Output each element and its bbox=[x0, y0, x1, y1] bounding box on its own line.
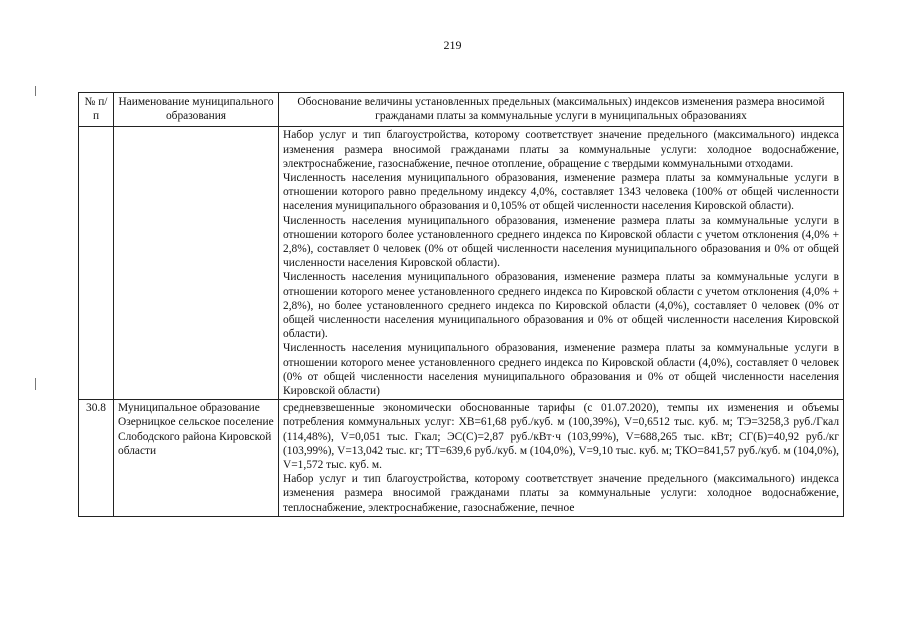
desc-paragraph: Численность населения муниципального образования, изменение размера платы за коммунальные услуги в отношении которого более установленного среднего индекса по Кировской области с учетом отклонения (4,0% + 2,8%), составляет 0 человек (0% от общей численности населения муниципального образования и 0% от общей численности населения Кировской области). bbox=[283, 214, 839, 270]
row-name bbox=[114, 127, 279, 400]
header-num: № п/п bbox=[79, 93, 114, 127]
desc-paragraph: Численность населения муниципального образования, изменение размера платы за коммунальные услуги в отношении которого менее установленного среднего индекса по Кировской области с учетом отклонения (4,0% + 2,8%), но более установленного среднего индекса по Кировской области (4,0%), составляет 0 человек (0% от общей численности населения муниципального образования и 0% от общей численности населения Кировской области). bbox=[283, 271, 839, 341]
row-desc bbox=[279, 127, 844, 400]
desc-paragraph: Численность населения муниципального образования, изменение размера платы за коммунальные услуги в отношении которого менее установленного среднего индекса по Кировской области (4,0%), составляет 0 человек (0% от общей численности населения муниципального образования и 0% от общей численности населения Кировской области) bbox=[283, 342, 839, 398]
margin-mark-top bbox=[35, 86, 36, 96]
table-row bbox=[79, 400, 844, 517]
desc-paragraph: средневзвешенные экономически обоснованные тарифы (с 01.07.2020), темпы их изменения и объемы потребления коммунальных услуг: ХВ=61,68 руб./куб. м (100,39%), V=0,6512 тыс. куб. м; ТЭ=3258,3 руб./Гкал (114,48%), V=0,051 тыс. Гкал; ЭС(С)=2,87 руб./кВт·ч (103,99%), V=688,265 тыс. кВт; СГ(Б)=40,92 руб./кг (103,99%), V=13,042 тыс. кг; ТТ=639,6 руб./куб. м (104,0%), V=9,10 тыс. куб. м; ТКО=841,57 руб./куб. м (104,0%), V=1,572 тыс. куб. м. bbox=[283, 402, 839, 472]
margin-mark-bottom bbox=[35, 378, 36, 390]
indices-table bbox=[78, 92, 844, 517]
header-name: Наименование муниципального образования bbox=[114, 93, 279, 127]
table-header-row bbox=[79, 93, 844, 127]
desc-paragraph: Набор услуг и тип благоустройства, которому соответствует значение предельного (максимального) индекса изменения размера вносимой гражданами платы за коммунальные услуги: холодное водоснабжение, электроснабжение, газоснабжение, печное отопление, обращение с твердыми коммунальными отходами. bbox=[283, 129, 839, 170]
page-number: 219 bbox=[443, 38, 462, 52]
row-num: 30.8 bbox=[79, 400, 114, 517]
table-row bbox=[79, 127, 844, 400]
row-num bbox=[79, 127, 114, 400]
desc-paragraph: Набор услуг и тип благоустройства, которому соответствует значение предельного (максимального) индекса изменения размера вносимой гражданами платы за коммунальные услуги: холодное водоснабжение, теплоснабжение, электроснабжение, газоснабжение, печное bbox=[283, 473, 839, 514]
row-name: Муниципальное образование Озерницкое сельское поселение Слободского района Кировской области bbox=[114, 400, 279, 517]
header-desc: Обоснование величины установленных предельных (максимальных) индексов изменения размера вносимой гражданами платы за коммунальные услуги в муниципальных образованиях bbox=[279, 93, 844, 127]
desc-paragraph: Численность населения муниципального образования, изменение размера платы за коммунальные услуги в отношении которого равно предельному индексу 4,0%, составляет 1343 человека (100% от общей численности населения муниципального образования и 0,105% от общей численности населения Кировской области). bbox=[283, 172, 839, 213]
row-desc bbox=[279, 400, 844, 517]
